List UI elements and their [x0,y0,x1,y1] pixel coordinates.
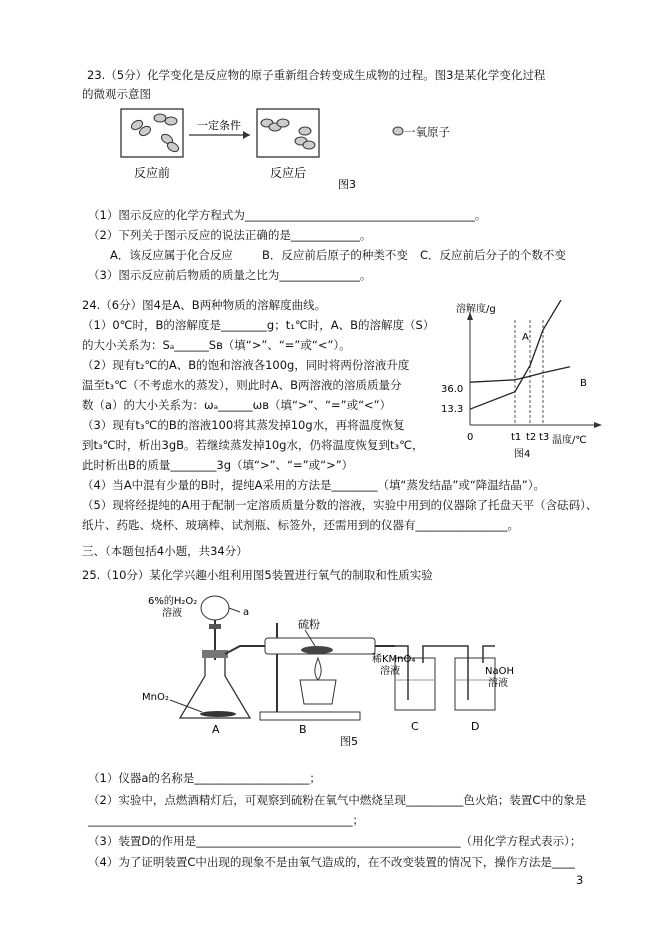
option-a: A．该反应属于化合反应 [110,248,233,262]
q24-line4: 温至t₃℃（不考虑水的蒸发），则此时A、B两溶液的溶质质量分 [82,378,402,392]
arrow-head [243,131,250,139]
x-axis-label: 温度/℃ [552,435,587,446]
x-tick-label: t3 [539,432,550,443]
q23-p2-text: （2）下列关于图示反应的说法正确的是 [88,228,291,242]
fig3-caption: 图3 [338,178,356,191]
x-tick-label: t2 [526,432,537,443]
condition-label: 一定条件 [197,119,241,132]
alcohol-lamp [300,680,336,704]
sulfur-powder [301,646,333,654]
separatory-funnel [201,596,229,620]
label-D: D [471,720,480,733]
answer-blank[interactable]: ________________________________________。 [244,208,487,222]
q24-line1: （1）0℃时，B的溶解度是________g；t₁℃时，A、B的溶解度（S） [82,318,435,332]
q24-line8: 此时析出B的质量________3g（填“>”、“=”或“>”） [82,458,354,472]
q23-p3-text: （3）图示反应前后物质的质量之比为 [88,268,280,282]
x-axis-arrow [594,422,602,428]
label-instrument-a: a [243,607,250,618]
q25-p1 [88,770,321,786]
y-tick-label: 36.0 [441,384,464,395]
label-naoh: NaOH [485,666,514,677]
label-after: 反应后 [269,166,307,180]
q25-p4: （4）为了证明装置C中出现的现象不是由氧气造成的，在不改变装置的情况下，操作方法是____ [88,855,575,869]
q24-line3: （2）现有t₂℃的A、B的饱和溶液各100g，同时将两份溶液升度 [82,358,410,372]
q24-line9: （4）当A中混有少量的B时，提纯A采用的方法是________（填“蒸发结晶”或“降温结晶”）。 [82,478,546,492]
section-heading: 三、（本题包括4小题，共34分） [82,544,248,558]
series-label-b: B [580,378,587,389]
molecule-atom [277,119,289,127]
figure-5-apparatus [140,588,530,748]
y-tick-label: 13.3 [441,404,464,415]
label-naoh-solution: 溶液 [488,678,508,689]
q25-p3 [88,833,581,849]
molecule-atom [303,141,315,149]
conical-flask [180,656,250,718]
q23-stem-line1: 23.（5分）化学变化是反应物的原子重新组合转变成生成物的过程。图3是某化学变化过程 [87,68,546,82]
oxygen-atom-legend-icon [393,127,403,135]
pointer-line [229,608,240,612]
label-sulfur: 硫粉 [298,618,320,631]
connecting-tube [225,646,265,654]
legend-oxygen: 一氧原子 [404,125,450,139]
option-c: C．反应前后分子的个数不变 [420,248,567,262]
q24-line7: 到t₃℃时，析出3gB。若继续蒸发掉10g水，仍将温度恢复到t₃℃， [82,438,424,452]
answer-blank[interactable]: ____________。 [290,228,372,242]
chart-caption: 图4 [514,449,531,460]
q24-line6: （3）现有t₃℃的B的溶液100将其蒸发掉10g水，再将温度恢复 [82,418,405,432]
solubility-chart [440,300,605,465]
answer-blank[interactable]: ______________。 [279,268,372,282]
q25-stem: 25.（10分）某化学兴趣小组利用图5装置进行氧气的制取和性质实验 [82,568,433,582]
q25-p2: （2）实验中，点燃酒精灯后，可观察到硫粉在氧气中燃烧呈现__________色火焰；装置C中的象是 [88,793,587,807]
q24-line2: 的大小关系为：Sₐ______Sʙ（填“>”、“=”或“<”）。 [82,338,351,352]
stopcock [209,624,221,629]
answer-blank[interactable]: ______________________________________________； [88,813,364,827]
flame [315,658,321,680]
rubber-stopper [202,650,228,658]
label-B: B [299,723,307,736]
x-tick-label: 0 [467,432,474,443]
molecule-atom [299,127,311,135]
label-C: C [411,720,419,733]
series-line-a [470,300,570,409]
q25-p1-text: （1）仪器a的名称是 [88,771,195,785]
figure-3 [115,105,415,195]
page-number: 3 [576,873,584,887]
q23-stem-line2: 的微观示意图 [82,87,151,101]
q24-line5: 数（a）的大小关系为：ωₐ______ωʙ（填“>”、“=”或“<”） [82,398,392,412]
label-kmno4: 稀KMnO₄ [372,654,416,665]
molecule-atom [165,117,177,125]
q23-p2 [88,227,371,243]
pointer-line [170,700,202,712]
iron-stand-base [260,712,360,720]
answer-blank[interactable]: ____________________； [194,771,321,785]
answer-blank[interactable]: ______________________________________________（用化学方程式表示）； [196,834,582,848]
label-before: 反应前 [133,166,171,180]
x-tick-label: t1 [511,432,522,443]
gas-washing-bottle-c [395,658,435,710]
label-kmno4-solution: 溶液 [380,666,400,677]
fig5-caption: 图5 [340,735,358,748]
label-h2o2: 6%的H₂O₂ [148,596,198,607]
q24-line10: （5）现将经提纯的A用于配制一定溶质质量分数的溶液，实验中用到的仪器除了托盘天平（含砝码）、 [82,498,598,512]
mno2-powder [200,711,236,717]
q24-line11: 纸片、药匙、烧杯、玻璃棒、试剂瓶、标签外，还需用到的仪器有________________。 [82,518,519,532]
series-line-b [470,367,570,383]
option-b: B．反应前后原子的种类不变 [262,248,408,262]
q24-stem: 24.（6分）图4是A、B两种物质的溶解度曲线。 [82,298,327,312]
q25-p3-text: （3）装置D的作用是 [88,834,197,848]
q23-p1 [88,207,486,223]
q23-p1-text: （1）图示反应的化学方程式为 [88,208,245,222]
label-mno2: MnO₂ [142,692,169,703]
label-h2o2-solution: 溶液 [162,608,182,619]
q23-p3 [88,267,371,283]
y-axis-label: 溶解度/g [456,304,496,315]
series-label-a: A [522,332,529,343]
label-A: A [212,723,220,736]
molecule-atom [154,114,166,122]
